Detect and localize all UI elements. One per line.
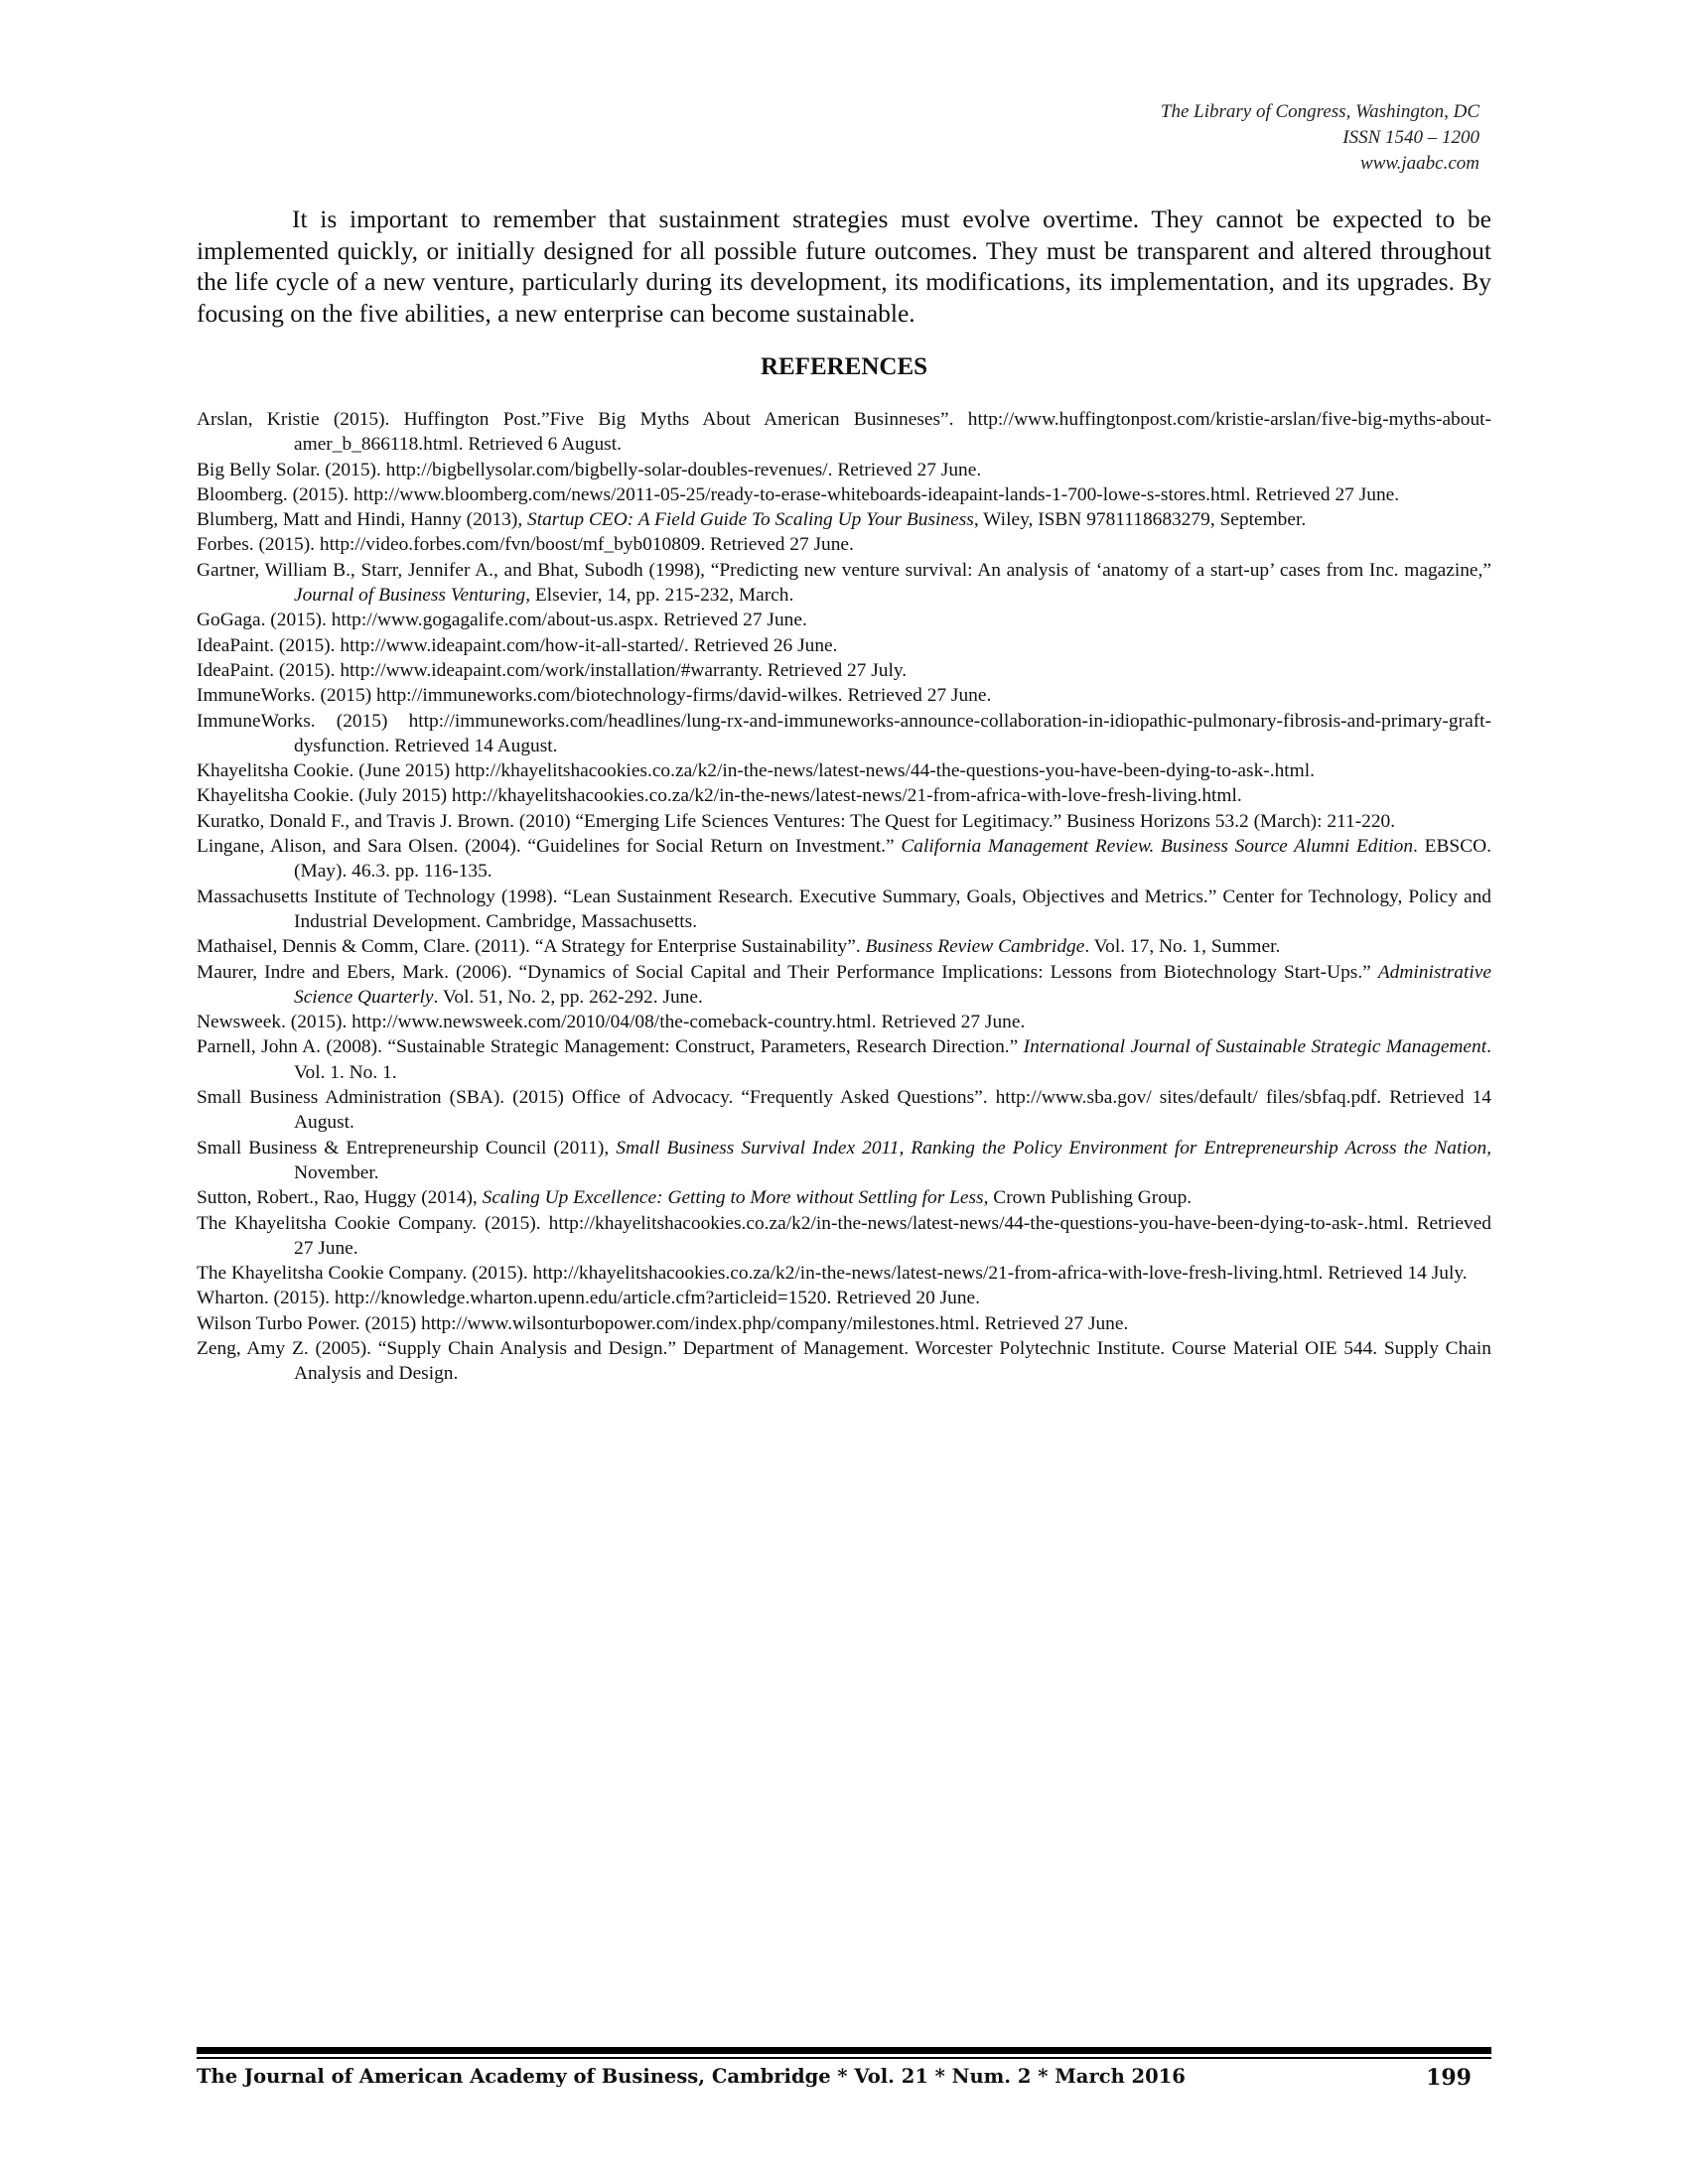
reference-entry — [197, 809, 1491, 834]
reference-entry — [197, 758, 1491, 783]
reference-entry — [197, 507, 1491, 532]
reference-text: The Khayelitsha Cookie Company. (2015). http://khayelitshacookies.co.za/k2/in-the-news/latest-news/44-the-questions-you-have-been-dying-to-ask-.html. Retrieved 27 June. — [197, 1212, 1491, 1259]
reference-entry — [197, 934, 1491, 959]
footer-rule-thin — [197, 2057, 1491, 2059]
header-line-issn: ISSN 1540 – 1200 — [1342, 127, 1479, 148]
reference-text: Kuratko, Donald F., and Travis J. Brown. (2010) “Emerging Life Sciences Ventures: The Quest for Legitimacy.” Business Horizons 53.2 (March): 211-220. — [197, 810, 1396, 832]
reference-text: Gartner, William B., Starr, Jennifer A., and Bhat, Subodh (1998), “Predicting new venture survival: An analysis of ‘anatomy of a start-up’ cases from Inc. magazine,” — [197, 559, 1491, 581]
reference-text: Newsweek. (2015). http://www.newsweek.com/2010/04/08/the-comeback-country.html. Retrieved 27 June. — [197, 1012, 1026, 1033]
reference-italic-title: Business Review Cambridge — [865, 936, 1085, 958]
reference-italic-title: California Management Review. Business Source Alumni Edition — [901, 836, 1414, 858]
header-line-website: www.jaabc.com — [1360, 153, 1479, 174]
reference-text-tail: . Vol. 1. No. 1. — [294, 1036, 1491, 1083]
reference-text-tail: , Elsevier, 14, pp. 215-232, March. — [525, 585, 794, 607]
reference-text: Maurer, Indre and Ebers, Mark. (2006). “Dynamics of Social Capital and Their Performance Implications: Lessons from Biotechnology Start-Ups.” — [197, 961, 1378, 983]
reference-text: The Khayelitsha Cookie Company. (2015). http://khayelitshacookies.co.za/k2/in-the-news/latest-news/21-from-africa-with-love-fresh-living.html. Retrieved 14 July. — [197, 1263, 1468, 1285]
reference-text: Big Belly Solar. (2015). http://bigbellysolar.com/bigbelly-solar-doubles-revenues/. Retrieved 27 June. — [197, 459, 982, 480]
reference-entry — [197, 532, 1491, 557]
reference-entry — [197, 1211, 1491, 1262]
reference-text: Bloomberg. (2015). http://www.bloomberg.com/news/2011-05-25/ready-to-erase-whiteboards-ideapaint-lands-1-700-lowe-s-stores.html. Retrieved 27 June. — [197, 483, 1400, 505]
reference-entry — [197, 834, 1491, 885]
reference-entry — [197, 960, 1491, 1011]
reference-entry — [197, 1010, 1491, 1034]
reference-italic-title: Scaling Up Excellence: Getting to More without Settling for Less — [482, 1187, 984, 1209]
reference-text-tail: , Crown Publishing Group. — [983, 1187, 1193, 1209]
reference-entry — [197, 885, 1491, 935]
reference-text: GoGaga. (2015). http://www.gogagalife.com/about-us.aspx. Retrieved 27 June. — [197, 610, 807, 631]
reference-entry — [197, 1286, 1491, 1310]
reference-text: ImmuneWorks. (2015) http://immuneworks.com/headlines/lung-rx-and-immuneworks-announce-collaboration-in-idiopathic-pulmonary-fibrosis-and-primary-graft-dysfunction. Retrieved 14 August. — [197, 710, 1491, 756]
reference-text: Wharton. (2015). http://knowledge.wharton.upenn.edu/article.cfm?articleid=1520. Retrieved 20 June. — [197, 1288, 981, 1309]
page-number: 199 — [1426, 2065, 1472, 2091]
reference-text: Parnell, John A. (2008). “Sustainable Strategic Management: Construct, Parameters, Research Direction.” — [197, 1036, 1024, 1058]
reference-text: Small Business & Entrepreneurship Council (2011), — [197, 1137, 617, 1159]
reference-text: IdeaPaint. (2015). http://www.ideapaint.com/work/installation/#warranty. Retrieved 27 July. — [197, 659, 908, 681]
reference-entry — [197, 1311, 1491, 1336]
reference-entry — [197, 709, 1491, 759]
header-line-library: The Library of Congress, Washington, DC — [1160, 101, 1479, 122]
reference-text: Blumberg, Matt and Hindi, Hanny (2013), — [197, 509, 528, 531]
reference-text: Massachusetts Institute of Technology (1998). “Lean Sustainment Research. Executive Summary, Goals, Objectives and Metrics.” Center for Technology, Policy and Industrial Development. Cambridge, Massachusetts. — [197, 886, 1491, 932]
references-list — [197, 407, 1491, 1387]
reference-text: Lingane, Alison, and Sara Olsen. (2004). “Guidelines for Social Return on Investment.” — [197, 836, 902, 858]
reference-entry — [197, 1085, 1491, 1136]
reference-italic-title: Small Business Survival Index 2011, Ranking the Policy Environment for Entrepreneurship Across the Nation, — [616, 1137, 1492, 1159]
reference-text: Forbes. (2015). http://video.forbes.com/fvn/boost/mf_byb010809. Retrieved 27 June. — [197, 534, 854, 556]
reference-text: Mathaisel, Dennis & Comm, Clare. (2011). “A Strategy for Enterprise Sustainability”. — [197, 936, 866, 958]
reference-text: Zeng, Amy Z. (2005). “Supply Chain Analysis and Design.” Department of Management. Worcester Polytechnic Institute. Course Material OIE 544. Supply Chain Analysis and Design. — [197, 1337, 1491, 1385]
reference-italic-title: Administrative Science Quarterly — [294, 961, 1491, 1008]
reference-entry — [197, 608, 1491, 632]
reference-text: Khayelitsha Cookie. (June 2015) http://khayelitshacookies.co.za/k2/in-the-news/latest-news/44-the-questions-you-have-been-dying-to-ask-.html. — [197, 760, 1315, 782]
reference-text: ImmuneWorks. (2015) http://immuneworks.com/biotechnology-firms/david-wilkes. Retrieved 27 June. — [197, 685, 992, 707]
reference-entry — [197, 1136, 1491, 1186]
reference-text-tail: , Wiley, ISBN 9781118683279, September. — [973, 509, 1307, 531]
reference-entry — [197, 1336, 1491, 1387]
reference-entry — [197, 1185, 1491, 1210]
reference-italic-title: Journal of Business Venturing — [294, 585, 526, 607]
running-header — [1161, 99, 1479, 177]
reference-entry — [197, 683, 1491, 708]
reference-text: Sutton, Robert., Rao, Huggy (2014), — [197, 1187, 483, 1209]
footer-journal-info: The Journal of American Academy of Business, Cambridge * Vol. 21 * Num. 2 * March 2016 — [197, 2065, 1186, 2088]
reference-text-tail: November. — [294, 1161, 379, 1183]
reference-entry — [197, 407, 1491, 458]
references-heading: REFERENCES — [760, 353, 928, 380]
reference-italic-title: Startup CEO: A Field Guide To Scaling Up Your Business — [527, 509, 974, 531]
reference-entry — [197, 482, 1491, 507]
reference-text: Wilson Turbo Power. (2015) http://www.wilsonturbopower.com/index.php/company/milestones.html. Retrieved 27 June. — [197, 1312, 1129, 1334]
reference-entry — [197, 1261, 1491, 1286]
reference-italic-title: International Journal of Sustainable Strategic Management — [1023, 1036, 1487, 1058]
reference-text: Small Business Administration (SBA). (2015) Office of Advocacy. “Frequently Asked Questions”. http://www.sba.gov/ sites/default/ files/sbfaq.pdf. Retrieved 14 August. — [197, 1087, 1491, 1134]
reference-text: IdeaPaint. (2015). http://www.ideapaint.com/how-it-all-started/. Retrieved 26 June. — [197, 634, 838, 656]
reference-entry — [197, 658, 1491, 683]
reference-text-tail: . EBSCO. (May). 46.3. pp. 116-135. — [294, 836, 1491, 883]
reference-text-tail: . Vol. 51, No. 2, pp. 262-292. June. — [433, 986, 703, 1008]
reference-text: Khayelitsha Cookie. (July 2015) http://khayelitshacookies.co.za/k2/in-the-news/latest-news/21-from-africa-with-love-fresh-living.html. — [197, 785, 1242, 807]
reference-entry — [197, 1034, 1491, 1085]
footer-rule-thick — [197, 2047, 1491, 2054]
reference-text-tail: . Vol. 17, No. 1, Summer. — [1084, 936, 1281, 958]
reference-entry — [197, 633, 1491, 658]
reference-entry — [197, 558, 1491, 609]
reference-entry — [197, 783, 1491, 808]
reference-text: Arslan, Kristie (2015). Huffington Post.”Five Big Myths About American Businneses”. http://www.huffingtonpost.com/kristie-arslan/five-big-myths-about-amer_b_866118.html. Retrieved 6 August. — [197, 409, 1491, 456]
reference-entry — [197, 458, 1491, 482]
body-paragraph: It is important to remember that sustainment strategies must evolve overtime. They cannot be expected to be implemented quickly, or initially designed for all possible future outcomes. They must be transparent and altered throughout the life cycle of a new venture, particularly during its development, its modifications, its implementation, and its upgrades. By focusing on the five abilities, a new enterprise can become sustainable. — [197, 205, 1491, 328]
